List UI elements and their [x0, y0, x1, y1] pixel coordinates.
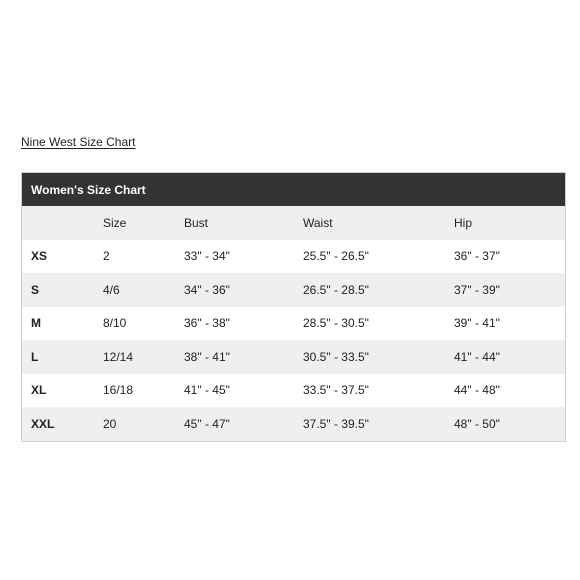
hip-measurement: 48" - 50" [454, 416, 500, 431]
bust-measurement: 45" - 47" [184, 416, 230, 431]
size-label: XS [31, 249, 48, 264]
table-row [22, 374, 565, 408]
table-title: Women's Size Chart [22, 173, 565, 206]
size-number: 8/10 [103, 316, 127, 331]
size-label: L [31, 349, 39, 364]
table-row [22, 340, 565, 374]
waist-measurement: 33.5" - 37.5" [303, 383, 369, 398]
waist-measurement: 37.5" - 39.5" [303, 416, 369, 431]
column-header-row [22, 206, 565, 240]
column-header-size: Size [103, 215, 127, 230]
waist-measurement: 25.5" - 26.5" [303, 249, 369, 264]
size-number: 2 [103, 249, 110, 264]
bust-measurement: 36" - 38" [184, 316, 230, 331]
column-header-hip: Hip [454, 215, 473, 230]
size-label: XL [31, 383, 47, 398]
table-row [22, 273, 565, 307]
table-row [22, 407, 565, 441]
size-label: M [31, 316, 41, 331]
bust-measurement: 34" - 36" [184, 282, 230, 297]
bust-measurement: 41" - 45" [184, 383, 230, 398]
size-number: 20 [103, 416, 117, 431]
hip-measurement: 41" - 44" [454, 349, 500, 364]
bust-measurement: 38" - 41" [184, 349, 230, 364]
size-number: 12/14 [103, 349, 134, 364]
table-row [22, 240, 565, 274]
column-header-waist: Waist [303, 215, 333, 230]
table-row [22, 307, 565, 341]
hip-measurement: 39" - 41" [454, 316, 500, 331]
size-chart-table [21, 172, 566, 442]
size-label: XXL [31, 416, 55, 431]
column-header-bust: Bust [184, 215, 209, 230]
hip-measurement: 37" - 39" [454, 282, 500, 297]
size-number: 16/18 [103, 383, 134, 398]
waist-measurement: 28.5" - 30.5" [303, 316, 369, 331]
size-label: S [31, 282, 40, 297]
waist-measurement: 26.5" - 28.5" [303, 282, 369, 297]
bust-measurement: 33" - 34" [184, 249, 230, 264]
waist-measurement: 30.5" - 33.5" [303, 349, 369, 364]
hip-measurement: 36" - 37" [454, 249, 500, 264]
size-number: 4/6 [103, 282, 120, 297]
hip-measurement: 44" - 48" [454, 383, 500, 398]
size-chart-link[interactable]: Nine West Size Chart [21, 135, 136, 149]
